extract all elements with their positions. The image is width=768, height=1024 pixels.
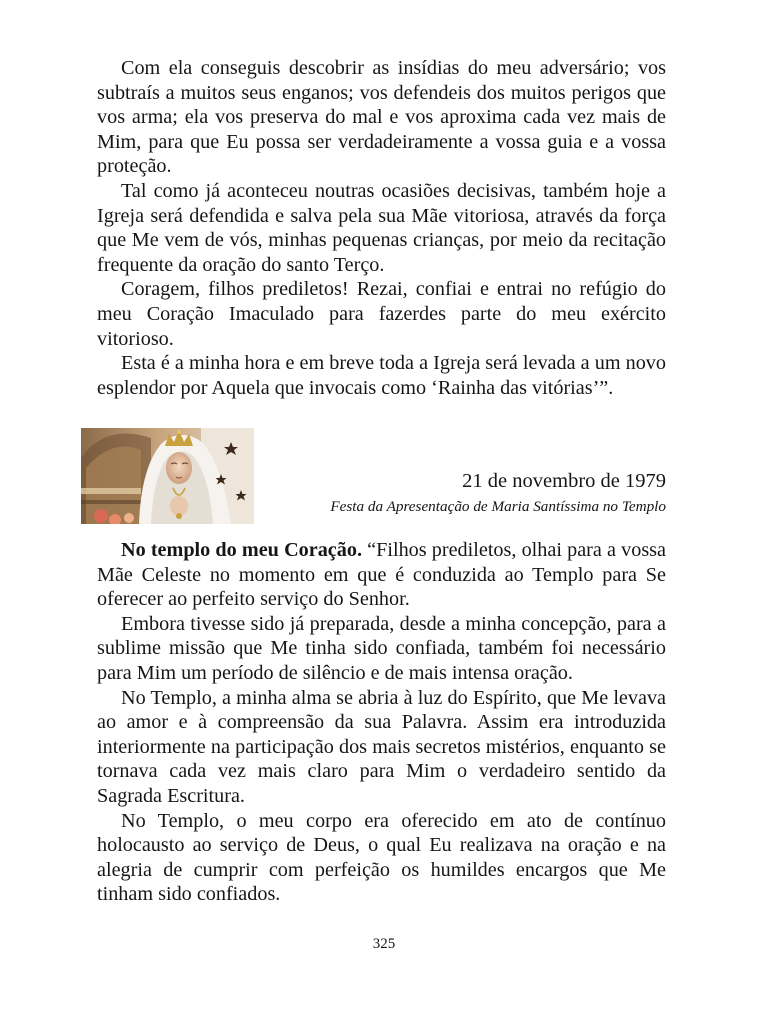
text-block-lower — [97, 538, 666, 907]
paragraph: Coragem, filhos prediletos! Rezai, confiai e entrai no refúgio do meu Coração Imaculado para fazerdes parte do meu exército vitorioso. — [97, 278, 666, 350]
our-lady-of-fatima-statue-photo — [81, 428, 254, 524]
paragraph: Embora tivesse sido já preparada, desde a minha concepção, para a sublime missão que Me tinha sido confiada, também foi necessário para Mim um período de silêncio e de mais intensa oração. — [97, 612, 666, 684]
paragraph — [97, 538, 666, 612]
paragraph: Tal como já aconteceu noutras ocasiões decisivas, também hoje a Igreja será defendida e salva pela sua Mãe vitoriosa, através da força que Me vem de vós, minhas pequenas crianças, por meio da recitação frequente da oração do santo Terço. — [97, 179, 666, 276]
paragraph: No Templo, a minha alma se abria à luz do Espírito, que Me levava ao amor e à compreensão da sua Palavra. Assim era introduzida interiormente na participação dos mais secretos mistérios, enquanto se tornava cada vez mais claro para Mim o verdadeiro sentido da Sagrada Escritura. — [97, 686, 666, 807]
paragraph-text: “Filhos prediletos, olhai para a vossa Mãe Celeste no momento em que é conduzida ao Templo para Se oferecer ao perfeito serviço do Senhor. — [97, 539, 666, 611]
section-heading: No templo do meu Coração. — [121, 539, 362, 561]
madonna-image — [81, 428, 254, 524]
entry-date: 21 de novembro de 1979 — [462, 470, 666, 492]
entry-feast: Festa da Apresentação de Maria Santíssima no Templo — [330, 498, 666, 515]
paragraph: No Templo, o meu corpo era oferecido em ato de contínuo holocausto ao serviço de Deus, o qual Eu realizava na oração e na alegria de cumprir com perfeição os humildes encargos que Me tinham sido confiados. — [97, 809, 666, 906]
text-block-upper — [97, 56, 666, 400]
page-number: 325 — [372, 936, 396, 952]
paragraph: Esta é a minha hora e em breve toda a Igreja será levada a um novo esplendor por Aquela que invocais como ‘Rainha das vitórias’”. — [97, 352, 666, 399]
paragraph: Com ela conseguis descobrir as insídias do meu adversário; vos subtraís a muitos seus enganos; vos defendeis dos muitos perigos que vos arma; ela vos preserva do mal e vos aproxima cada vez mais de Mim, para que Eu possa ser verdadeiramente a vossa guia e a vossa proteção. — [97, 57, 666, 178]
